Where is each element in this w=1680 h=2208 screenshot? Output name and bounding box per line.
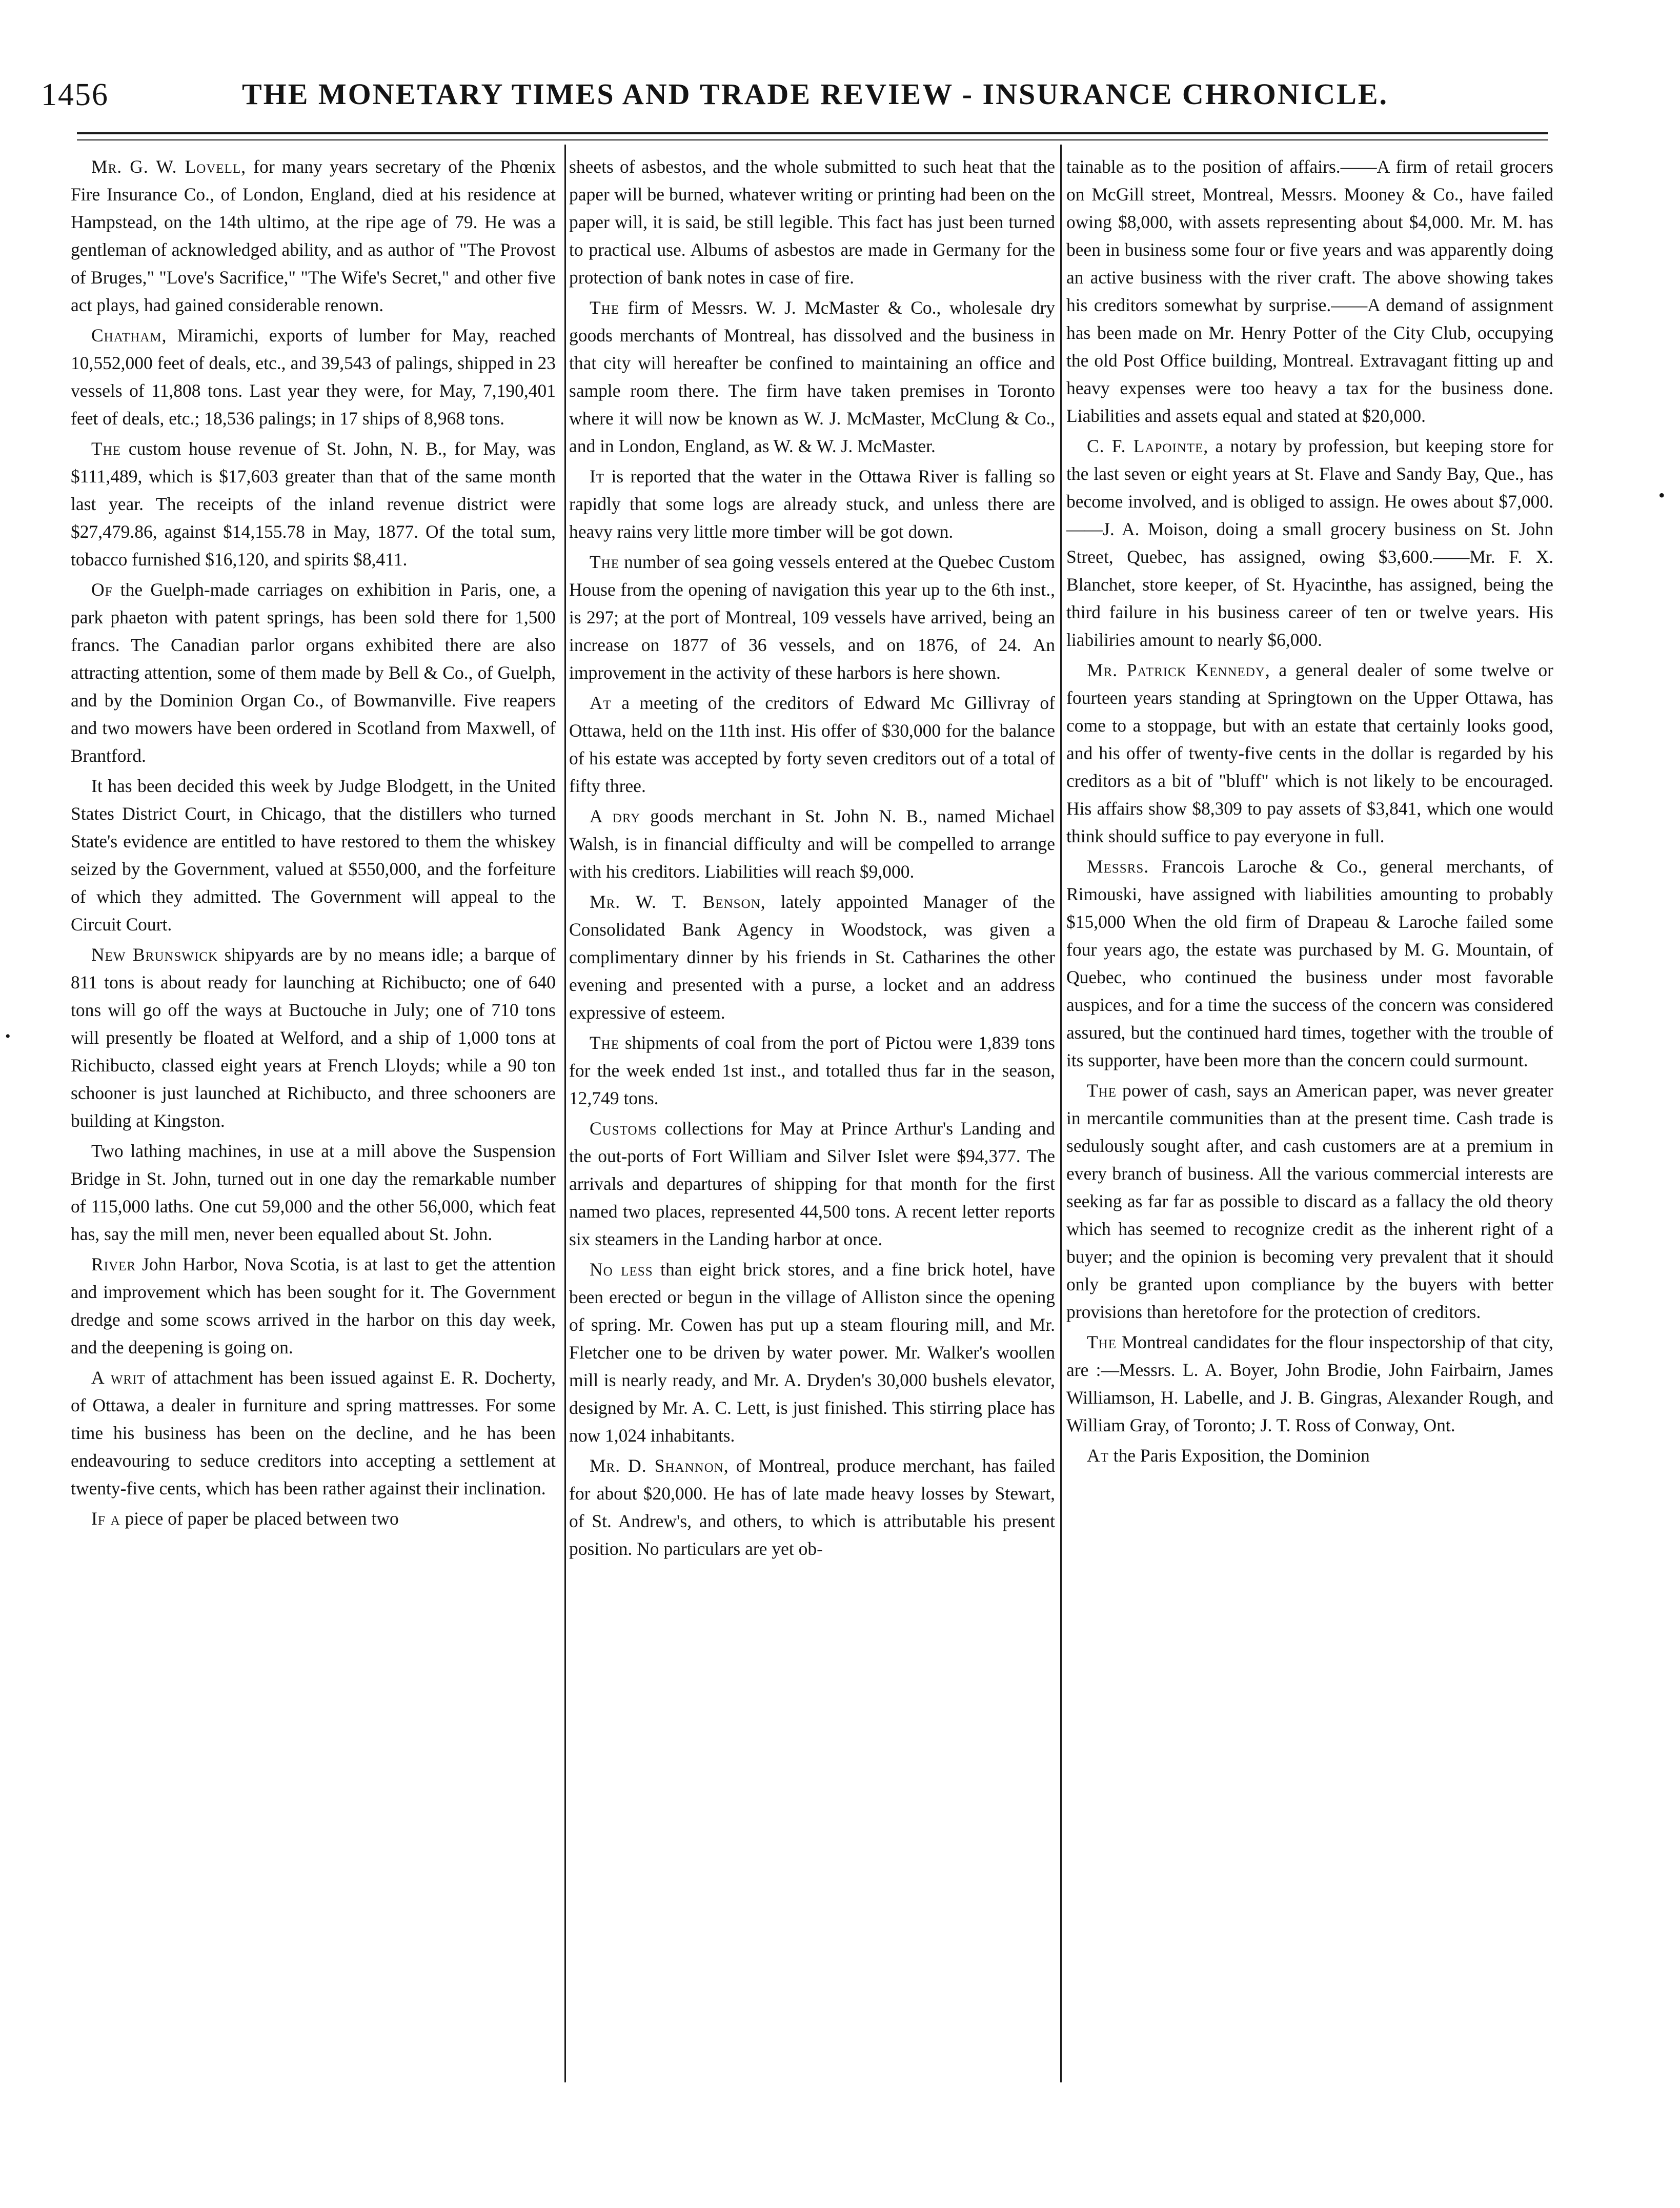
page-number: 1456: [41, 77, 109, 112]
article-paragraph: [1066, 1077, 1553, 1326]
paragraph-text: than eight brick stores, and a fine brick hotel, have been erected or begun in the village of Alliston since the opening of spring. Mr. Cowen has put up a steam flouring mill, and Mr. Fletcher one to be driven by water power. Mr. Walker's woollen mill is nearly ready, and Mr. A. Dryden's 30,000 bushels elevator, designed by Mr. A. C. Lett, is just finished. This stirring place has now 1,024 inhabitants.: [569, 1259, 1055, 1446]
paragraph-lead: Messrs.: [1087, 856, 1149, 877]
paragraph-text: Two lathing machines, in use at a mill above the Suspension Bridge in St. John, turned out in one day the remarkable number of 115,000 laths. One cut 59,000 and the other 56,000, which feat has, say the mill men, never been equalled about St. John.: [71, 1141, 556, 1244]
paragraph-lead: At: [590, 693, 612, 713]
paragraph-lead: Mr. D. Shannon,: [590, 1455, 729, 1476]
paragraph-text: goods merchant in St. John N. B., named Michael Walsh, is in financial difficulty and will be compelled to arrange with his creditors. Liabilities will reach $9,000.: [569, 806, 1055, 882]
text-column-3: [1066, 153, 1553, 1472]
article-paragraph: [71, 321, 556, 432]
paragraph-lead: Customs: [590, 1118, 657, 1139]
paragraph-text: John Harbor, Nova Scotia, is at last to get the attention and improvement which has been sought for it. The Government dredge and some scows arrived in the harbor on this day week, and the deepening is going on.: [71, 1254, 556, 1358]
paragraph-text: for many years secretary of the Phœnix Fire Insurance Co., of London, England, died at his residence at Hampstead, on the 14th ultimo, at the ripe age of 79. He was a gentleman of acknowledged ability, and as author of "The Provost of Bruges," "Love's Sacrifice," "The Wife's Secret," and other five act plays, had gained considerable renown.: [71, 156, 556, 315]
article-paragraph: [569, 548, 1055, 686]
paragraph-text: tainable as to the position of affairs.——A firm of retail grocers on McGill street, Montreal, Messrs. Mooney & Co., have failed owing $8,000, with assets representing about $4,000. Mr. M. has been in business some four or five years and was apparently doing an active business with the river craft. The above showing takes his creditors somewhat by surprise.——A demand of assignment has been made on Mr. Henry Potter of the City Club, occupying the old Post Office building, Montreal. Extravagant fitting up and heavy expenses were too heavy a tax for the business done. Liabilities and assets equal and stated at $20,000.: [1066, 156, 1553, 426]
article-paragraph: [569, 294, 1055, 460]
article-paragraph: [71, 772, 556, 938]
paragraph-lead: The: [91, 438, 122, 459]
paragraph-lead: A dry: [590, 806, 641, 826]
article-paragraph: [569, 888, 1055, 1026]
paragraph-text: custom house revenue of St. John, N. B., for May, was $111,489, which is $17,603 greater than that of the same month last year. The receipts of the inland revenue district were $27,479.86, against $14,155.78 in May, 1877. Of the total sum, tobacco furnished $16,120, and spirits $8,411.: [71, 438, 556, 570]
column-divider: [564, 145, 566, 2082]
paragraph-text: of attachment has been issued against E. R. Docherty, of Ottawa, a dealer in furniture and spring mattresses. For some time his business has been on the decline, and he has been endeavouring to seduce creditors into accepting a settlement at twenty-five cents, which has been rather against their inclination.: [71, 1367, 556, 1498]
header-rule-thin: [77, 139, 1548, 140]
article-paragraph: [569, 153, 1055, 291]
paragraph-text: shipments of coal from the port of Pictou were 1,839 tons for the week ended 1st inst., and totalled thus far in the season, 12,749 tons.: [569, 1032, 1055, 1108]
paragraph-lead: If a: [91, 1508, 120, 1529]
article-paragraph: [1066, 1442, 1553, 1469]
article-paragraph: [71, 1364, 556, 1502]
article-paragraph: [1066, 153, 1553, 430]
paragraph-text: is reported that the water in the Ottawa River is falling so rapidly that some logs are already stuck, and unless there are heavy rains very little more timber will be got down.: [569, 466, 1055, 542]
paragraph-text: piece of paper be placed between two: [120, 1508, 399, 1529]
article-paragraph: [1066, 432, 1553, 654]
paragraph-lead: A writ: [91, 1367, 146, 1388]
article-paragraph: [569, 462, 1055, 545]
paragraph-text: lately appointed Manager of the Consolidated Bank Agency in Woodstock, was given a complimentary dinner by his friends in St. Catharines the other evening and presented with a purse, a locket and an address expressive of esteem.: [569, 892, 1055, 1023]
text-column-1: [71, 153, 556, 1535]
paragraph-text: of Montreal, produce merchant, has failed for about $20,000. He has of late made heavy losses by Stewart, of St. Andrew's, and others, to which is attributable his present position. No particulars are yet ob-: [569, 1455, 1055, 1559]
running-head-title: THE MONETARY TIMES AND TRADE REVIEW - INSURANCE CHRONICLE.: [241, 77, 1389, 111]
margin-mark: •: [1658, 485, 1665, 505]
paragraph-text: Montreal candidates for the flour inspectorship of that city, are :—Messrs. L. A. Boyer, John Brodie, John Fairbairn, James Williamson, H. Labelle, and J. B. Gingras, Alexander Rough, and William Gray, of Toronto; J. T. Ross of Conway, Ont.: [1066, 1332, 1553, 1435]
article-paragraph: [71, 1505, 556, 1532]
paragraph-lead: River: [91, 1254, 136, 1274]
paragraph-lead: The: [1087, 1080, 1117, 1101]
paragraph-text: shipyards are by no means idle; a barque of 811 tons is about ready for launching at Richibucto; one of 640 tons will go off the ways at Buctouche in July; one of 710 tons will presently be floated at Welford, and a ship of 1,000 tons at Richibucto, classed eight years at French Lloyds; while a 90 ton schooner is just launched at Richibucto, and three schooners are building at Kingston.: [71, 944, 556, 1131]
paragraph-lead: C. F. Lapointe,: [1087, 436, 1209, 456]
paragraph-text: sheets of asbestos, and the whole submitted to such heat that the paper will be burned, whatever writing or printing had been on the paper will, it is said, be still legible. This fact has just been turned to practical use. Albums of asbestos are made in Germany for the protection of bank notes in case of fire.: [569, 156, 1055, 288]
article-paragraph: [71, 153, 556, 319]
article-paragraph: [71, 1250, 556, 1361]
paragraph-text: the Guelph-made carriages on exhibition in Paris, one, a park phaeton with patent springs, has been sold there for 1,500 francs. The Canadian parlor organs exhibited there are also attracting attention, some of them made by Bell & Co., of Guelph, and by the Dominion Organ Co., of Bowmanville. Five reapers and two mowers have been ordered in Scotland from Maxwell, of Brantford.: [71, 579, 556, 766]
article-paragraph: [569, 1255, 1055, 1449]
paragraph-lead: New Brunswick: [91, 944, 218, 965]
paragraph-lead: Mr. W. T. Benson,: [590, 892, 766, 912]
paragraph-text: a meeting of the creditors of Edward Mc Gillivray of Ottawa, held on the 11th inst. His offer of $30,000 for the balance of his estate was accepted by forty seven creditors out of a total of fifty three.: [569, 693, 1055, 796]
paragraph-lead: The: [1087, 1332, 1117, 1352]
paragraph-lead: Mr. Patrick Kennedy,: [1087, 660, 1270, 680]
paragraph-lead: The: [590, 552, 620, 572]
article-paragraph: [71, 435, 556, 573]
article-paragraph: [71, 1137, 556, 1248]
paragraph-lead: Mr. G. W. Lovell,: [91, 156, 247, 177]
article-paragraph: [1066, 656, 1553, 850]
paragraph-text: firm of Messrs. W. J. McMaster & Co., wholesale dry goods merchants of Montreal, has dissolved and the business in that city will hereafter be confined to maintaining an office and sample room there. The firm have taken premises in Toronto where it will now be known as W. J. McMaster, McClung & Co., and in London, England, as W. & W. J. McMaster.: [569, 297, 1055, 456]
paragraph-lead: Of: [91, 579, 113, 600]
column-divider: [1060, 145, 1062, 2082]
article-paragraph: [569, 1115, 1055, 1253]
article-paragraph: [71, 576, 556, 769]
paragraph-lead: At: [1087, 1445, 1109, 1466]
paragraph-text: number of sea going vessels entered at the Quebec Custom House from the opening of navigation this year up to the 6th inst., is 297; at the port of Montreal, 109 vessels have arrived, being an increase on 1877 of 36 vessels, and on 1876, of 24. An improvement in the activity of these harbors is here shown.: [569, 552, 1055, 683]
article-paragraph: [71, 941, 556, 1135]
paragraph-text: the Paris Exposition, the Dominion: [1108, 1445, 1370, 1466]
paragraph-lead: It: [590, 466, 605, 487]
paragraph-text: a notary by profession, but keeping store for the last seven or eight years at St. Flave and Sandy Bay, Que., has become involved, and is obliged to assign. He owes about $7,000.——J. A. Moison, doing a small grocery business on St. John Street, Quebec, has assigned, owing $3,600.——Mr. F. X. Blanchet, store keeper, of St. Hyacinthe, has assigned, being the third failure in his business career of ten or twelve years. His liabiliries amount to nearly $6,000.: [1066, 436, 1554, 650]
text-column-2: [569, 153, 1055, 1565]
article-paragraph: [1066, 1328, 1553, 1439]
article-paragraph: [1066, 853, 1553, 1074]
margin-bullet: •: [5, 1028, 11, 1045]
paragraph-lead: The: [590, 297, 620, 318]
article-paragraph: [569, 1452, 1055, 1563]
paragraph-text: a general dealer of some twelve or fourteen years standing at Springtown on the Upper Ottawa, has come to a stoppage, but with an estate that certainly looks good, and his offer of twenty-five cents in the dollar is regarded by his creditors as a bit of "bluff" which is not likely to be encouraged. His affairs show $8,309 to pay assets of $3,841, which one would think should suffice to pay everyone in full.: [1066, 660, 1554, 846]
paragraph-lead: No less: [590, 1259, 653, 1280]
paragraph-text: It has been decided this week by Judge Blodgett, in the United States District Court, in Chicago, that the distillers who turned State's evidence are entitled to have restored to them the whiskey seized by the Government, valued at $550,000, and the forfeiture of which they admitted. The Government will appeal to the Circuit Court.: [71, 776, 556, 935]
paragraph-text: collections for May at Prince Arthur's Landing and the out-ports of Fort William and Silver Islet were $94,377. The arrivals and departures of shipping for that month for the first named two places, represented 44,500 tons. A recent letter reports six steamers in the Landing harbor at once.: [569, 1118, 1055, 1249]
paragraph-text: power of cash, says an American paper, was never greater in mercantile communities than at the present time. Cash trade is sedulously sought after, and cash customers are at a premium in every branch of business. All the various commercial interests are seeking as far far as possible to discard as a fallacy the old theory which has seemed to recognize credit as the inherent right of a buyer; and the opinion is becoming very prevalent that it should only be granted upon compliance by the buyers with better provisions than heretofore for the protection of creditors.: [1066, 1080, 1553, 1322]
paragraph-lead: The: [590, 1032, 620, 1053]
paragraph-text: Miramichi, exports of lumber for May, reached 10,552,000 feet of deals, etc., and 39,543 of palings, shipped in 23 vessels of 11,808 tons. Last year they were, for May, 7,190,401 feet of deals, etc.; 18,536 palings; in 17 ships of 8,968 tons.: [71, 325, 556, 429]
paragraph-lead: Chatham,: [91, 325, 167, 346]
article-paragraph: [569, 802, 1055, 885]
article-paragraph: [569, 1029, 1055, 1112]
article-paragraph: [569, 689, 1055, 800]
paragraph-text: Francois Laroche & Co., general merchants, of Rimouski, have assigned with liabilities amounting to probably $15,000 When the old firm of Drapeau & Laroche failed some four years ago, the estate was purchased by M. G. Mountain, of Quebec, who continued the business under most favorable auspices, and for a time the success of the concern was considered assured, but the continued hard times, together with the trouble of its supporter, have been more than the concern could surmount.: [1066, 856, 1553, 1070]
header-rule-thick: [77, 132, 1548, 134]
